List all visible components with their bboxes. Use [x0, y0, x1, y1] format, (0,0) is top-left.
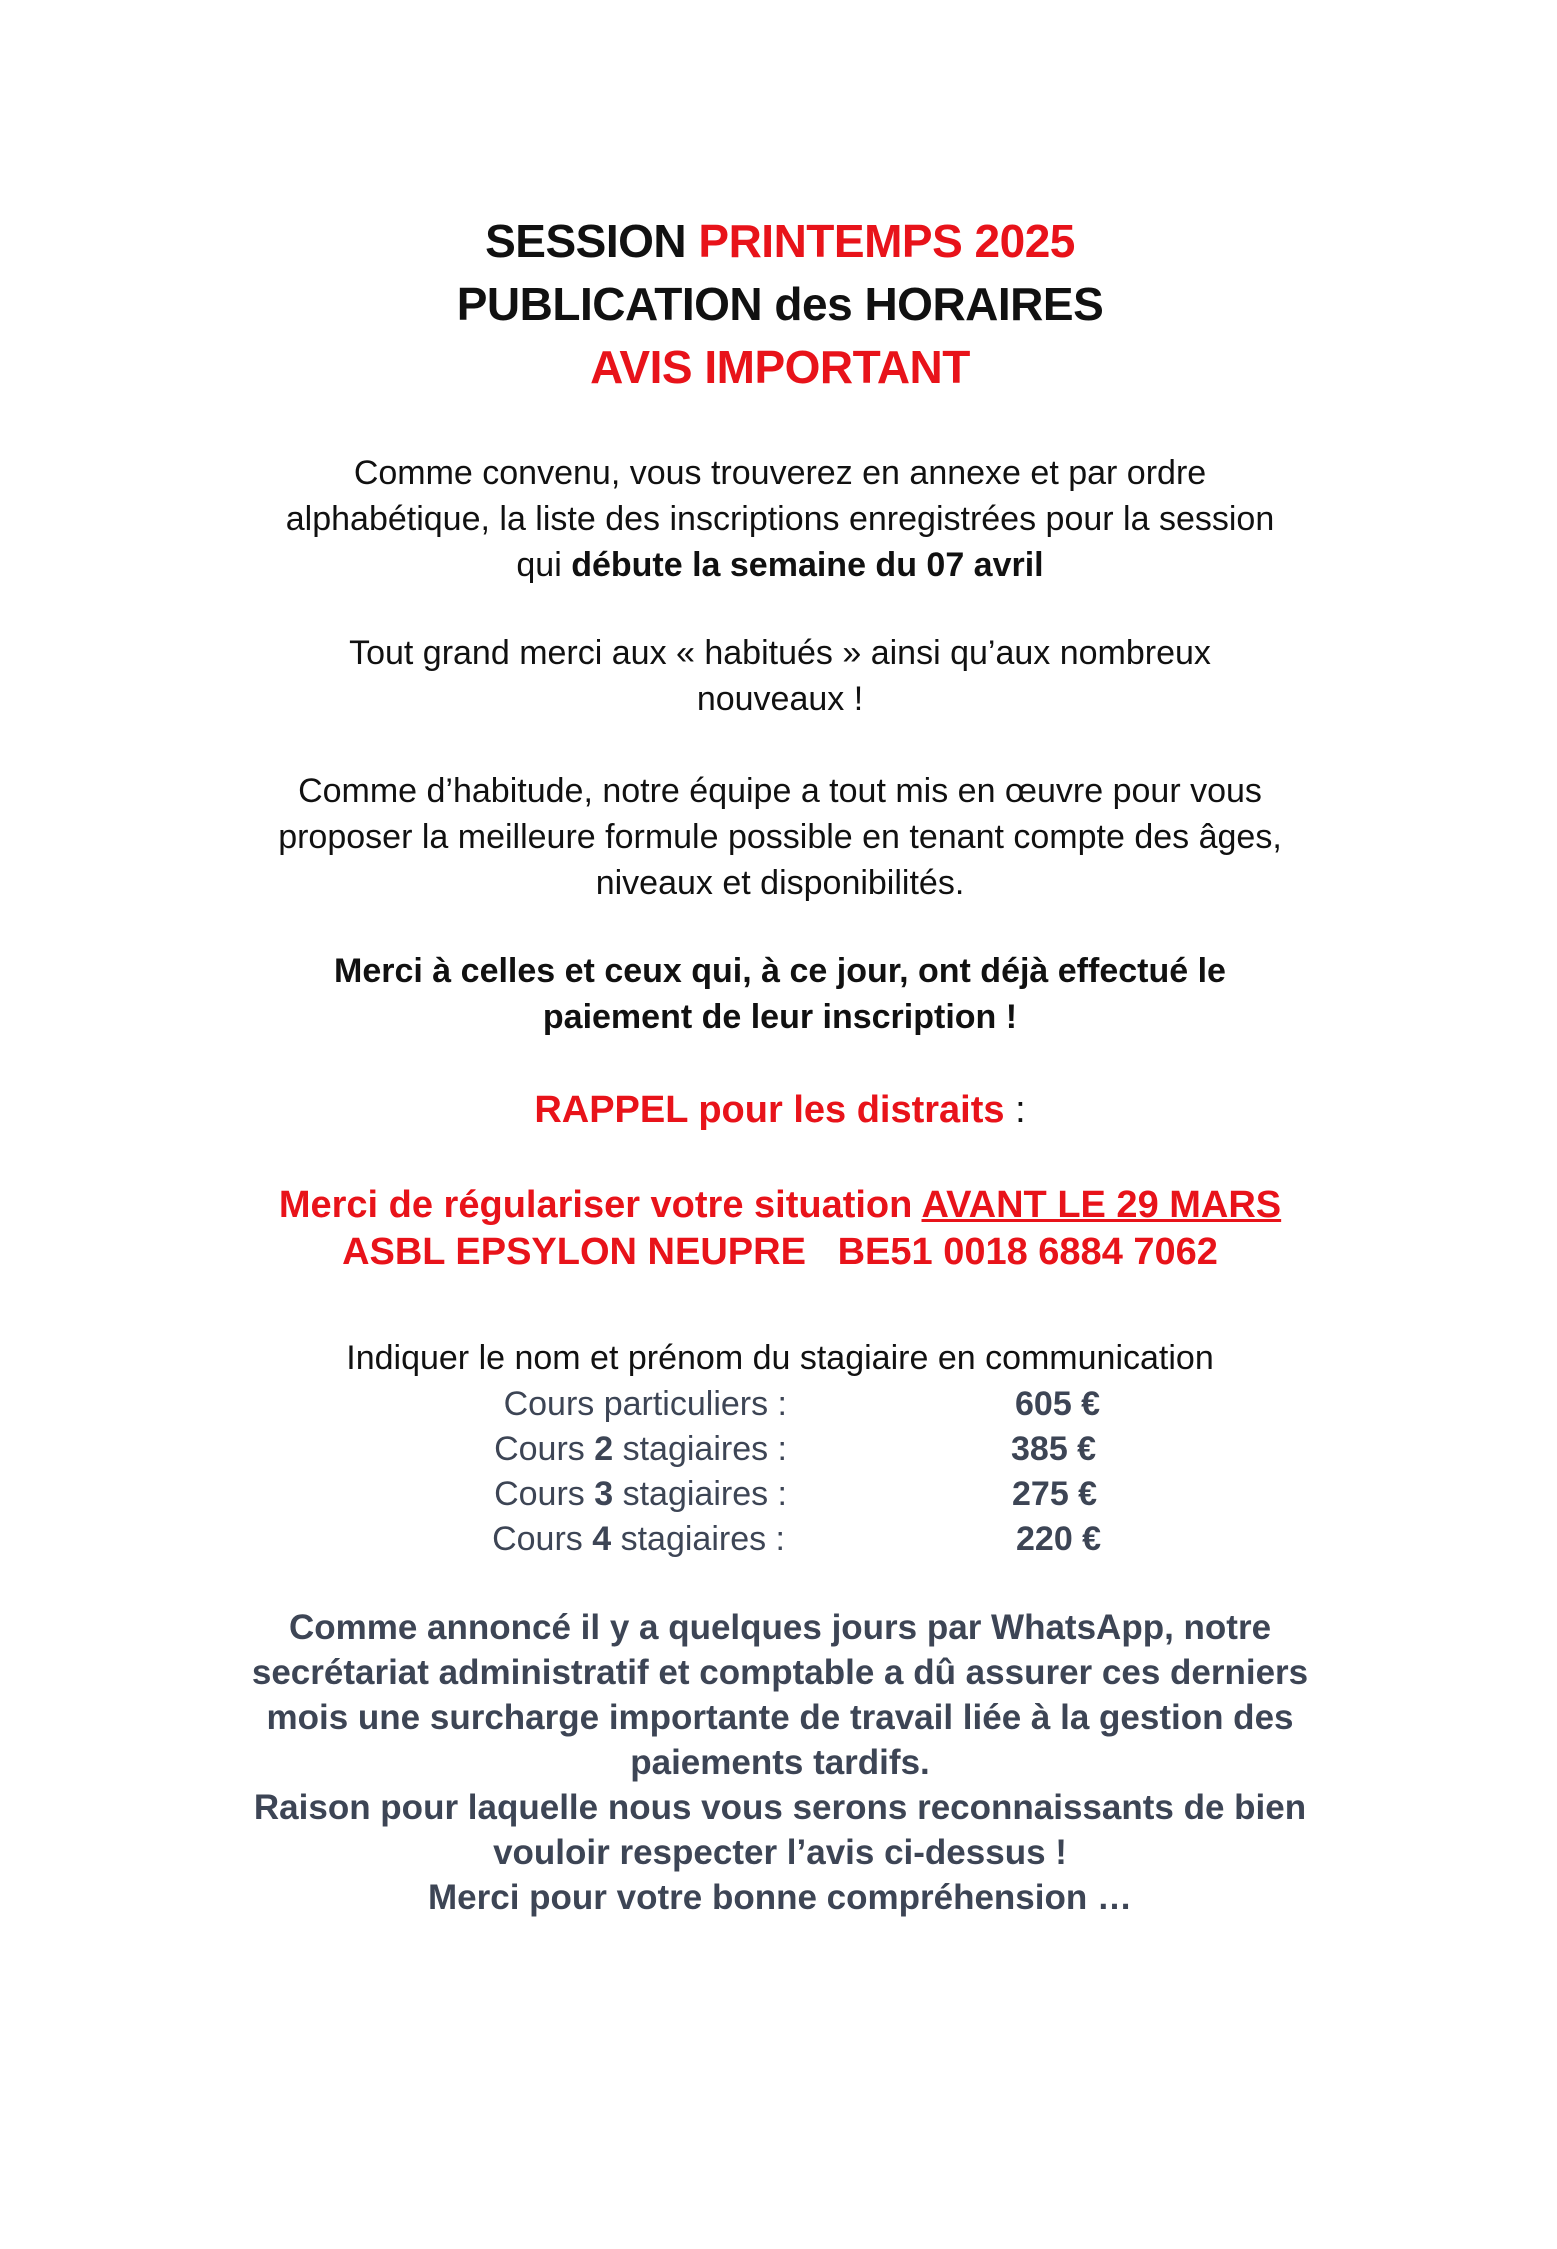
team-line-3: niveaux et disponibilités.: [595, 864, 965, 902]
header-block: [150, 210, 1410, 399]
payment-deadline: AVANT LE 29 MARS: [921, 1184, 1282, 1226]
price-row: [0, 1381, 1557, 1427]
price-label: Cours particuliers :: [503, 1385, 787, 1423]
closing-line-3: mois une surcharge importante de travail liée à la gestion des: [266, 1698, 1294, 1737]
closing-line-1: Comme annoncé il y a quelques jours par WhatsApp, notre: [288, 1608, 1272, 1647]
intro-start-date: débute la semaine du 07 avril: [571, 546, 1044, 584]
intro-line-3: [150, 542, 1410, 588]
price-label: Cours 4 stagiaires :: [492, 1520, 785, 1558]
reminder-label: RAPPEL pour les distraits: [534, 1089, 1005, 1131]
intro-line-2: alphabétique, la liste des inscriptions enregistrées pour la session: [285, 500, 1275, 538]
closing-line-6: vouloir respecter l’avis ci-dessus !: [493, 1833, 1067, 1872]
reminder-line: [150, 1087, 1410, 1134]
team-line-1: Comme d’habitude, notre équipe a tout mis en œuvre pour vous: [298, 772, 1262, 810]
closing-line-2: secrétariat administratif et comptable a dû assurer ces derniers: [251, 1653, 1309, 1692]
header-session-prefix: SESSION: [485, 215, 699, 267]
intro-line-3-prefix: qui: [516, 546, 572, 584]
reminder-colon: :: [1004, 1089, 1026, 1131]
price-value: 605 €: [1015, 1385, 1101, 1423]
communication-instruction: Indiquer le nom et prénom du stagiaire en communication: [346, 1339, 1214, 1377]
regularise-line-1: [150, 1182, 1410, 1229]
intro-paragraph: [150, 450, 1410, 588]
intro-line-1: Comme convenu, vous trouverez en annexe et par ordre: [353, 454, 1207, 492]
header-line-session: [150, 210, 1410, 273]
regularise-prefix: Merci de régulariser votre situation: [278, 1184, 922, 1226]
thanks-paragraph: [150, 630, 1410, 722]
price-label: Cours 2 stagiaires :: [494, 1430, 787, 1468]
payment-thanks-line-2: paiement de leur inscription !: [542, 998, 1018, 1036]
bank-account-line: ASBL EPSYLON NEUPRE BE51 0018 6884 7062: [342, 1231, 1218, 1273]
payment-thanks-line-1: Merci à celles et ceux qui, à ce jour, ont déjà effectué le: [334, 952, 1226, 990]
thanks-line-2: nouveaux !: [696, 680, 864, 718]
price-label: Cours 3 stagiaires :: [494, 1475, 787, 1513]
closing-line-7: Merci pour votre bonne compréhension …: [428, 1878, 1132, 1917]
header-notice-line: AVIS IMPORTANT: [590, 341, 970, 393]
payment-thanks-paragraph: [150, 948, 1410, 1040]
thanks-line-1: Tout grand merci aux « habitués » ainsi qu’aux nombreux: [349, 634, 1211, 672]
team-paragraph: [150, 768, 1410, 906]
price-row: [0, 1471, 1557, 1517]
price-value: 220 €: [1016, 1520, 1102, 1558]
price-value: 385 €: [1011, 1430, 1097, 1468]
price-row: [0, 1516, 1557, 1562]
regularise-block: [150, 1182, 1410, 1276]
closing-line-5: Raison pour laquelle nous vous serons reconnaissants de bien: [253, 1788, 1307, 1827]
price-value: 275 €: [1012, 1475, 1098, 1513]
closing-line-4: paiements tardifs.: [630, 1743, 930, 1782]
team-line-2: proposer la meilleure formule possible en tenant compte des âges,: [278, 818, 1282, 856]
price-row: [0, 1426, 1557, 1472]
header-publication-line: PUBLICATION des HORAIRES: [456, 278, 1104, 330]
closing-paragraph: [150, 1605, 1410, 1920]
header-session-name: PRINTEMPS 2025: [698, 215, 1075, 267]
